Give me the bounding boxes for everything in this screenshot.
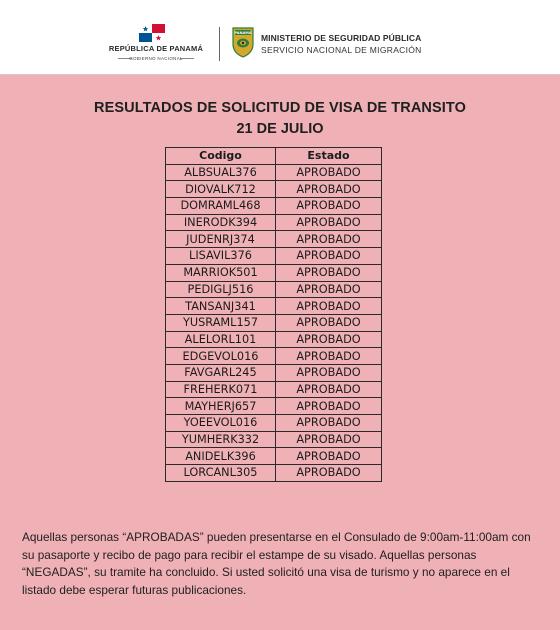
code-cell: ALBSUAL376 <box>166 164 276 181</box>
header-banner <box>0 0 560 75</box>
status-cell: APROBADO <box>276 348 382 365</box>
status-cell: APROBADO <box>276 164 382 181</box>
status-cell: APROBADO <box>276 398 382 415</box>
status-cell: APROBADO <box>276 415 382 432</box>
table-row <box>166 431 382 448</box>
status-cell: APROBADO <box>276 248 382 265</box>
table-row <box>166 465 382 482</box>
code-cell: YOEEVOL016 <box>166 415 276 432</box>
status-cell: APROBADO <box>276 314 382 331</box>
status-cell: APROBADO <box>276 281 382 298</box>
code-cell: FREHERK071 <box>166 381 276 398</box>
panama-flag-icon <box>139 24 165 42</box>
service-name: SERVICIO NACIONAL DE MIGRACIÓN <box>261 45 422 55</box>
status-cell: APROBADO <box>276 331 382 348</box>
table-row <box>166 364 382 381</box>
document-date: 21 DE JULIO <box>236 121 324 137</box>
status-cell: APROBADO <box>276 381 382 398</box>
status-cell: APROBADO <box>276 448 382 465</box>
status-cell: APROBADO <box>276 431 382 448</box>
code-cell: MARRIOK501 <box>166 264 276 281</box>
seal-text: PANAMÁ <box>234 31 252 35</box>
column-header-estado: Estado <box>276 148 382 165</box>
migration-seal-icon <box>231 26 255 58</box>
table-row <box>166 314 382 331</box>
status-cell: APROBADO <box>276 214 382 231</box>
code-cell: YUSRAML157 <box>166 314 276 331</box>
status-cell: APROBADO <box>276 465 382 482</box>
table-row <box>166 398 382 415</box>
status-cell: APROBADO <box>276 298 382 315</box>
code-cell: LISAVIL376 <box>166 248 276 265</box>
table-row <box>166 348 382 365</box>
code-cell: DIOVALK712 <box>166 181 276 198</box>
table-header-row <box>166 148 382 165</box>
table-row <box>166 298 382 315</box>
code-cell: FAVGARL245 <box>166 364 276 381</box>
footer-notice: Aquellas personas “APROBADAS” pueden presentarse en el Consulado de 9:00am-11:00am con su pasaporte y recibo de pago para recibir el estampe de su visado. Aquellas personas “NEGADAS”, su tramite ha concluido. Si usted solicitó una visa de turismo y no aparece en el listado debe esperar futuras publicaciones. <box>22 530 531 597</box>
table-row <box>166 281 382 298</box>
code-cell: DOMRAML468 <box>166 198 276 215</box>
status-cell: APROBADO <box>276 198 382 215</box>
government-name: GOBIERNO NACIONAL <box>129 56 183 61</box>
status-cell: APROBADO <box>276 364 382 381</box>
code-cell: ALELORL101 <box>166 331 276 348</box>
republic-name: REPÚBLICA DE PANAMÁ <box>108 44 204 53</box>
document-title: RESULTADOS DE SOLICITUD DE VISA DE TRANSITO <box>94 100 466 116</box>
code-cell: INERODK394 <box>166 214 276 231</box>
status-cell: APROBADO <box>276 181 382 198</box>
code-cell: TANSANJ341 <box>166 298 276 315</box>
status-cell: APROBADO <box>276 264 382 281</box>
code-cell: EDGEVOL016 <box>166 348 276 365</box>
table-row <box>166 248 382 265</box>
code-cell: LORCANL305 <box>166 465 276 482</box>
table-row <box>166 381 382 398</box>
header-divider <box>219 27 220 61</box>
table-row <box>166 231 382 248</box>
table-row <box>166 415 382 432</box>
status-cell: APROBADO <box>276 231 382 248</box>
table-row <box>166 181 382 198</box>
ministry-name: MINISTERIO DE SEGURIDAD PÚBLICA <box>261 33 422 43</box>
table-row <box>166 448 382 465</box>
table-row <box>166 198 382 215</box>
code-cell: PEDIGLJ516 <box>166 281 276 298</box>
table-row <box>166 331 382 348</box>
table-row <box>166 264 382 281</box>
column-header-codigo: Codigo <box>166 148 276 165</box>
table-row <box>166 164 382 181</box>
code-cell: MAYHERJ657 <box>166 398 276 415</box>
code-cell: JUDENRJ374 <box>166 231 276 248</box>
code-cell: ANIDELK396 <box>166 448 276 465</box>
results-table <box>165 147 382 482</box>
table-row <box>166 214 382 231</box>
code-cell: YUMHERK332 <box>166 431 276 448</box>
